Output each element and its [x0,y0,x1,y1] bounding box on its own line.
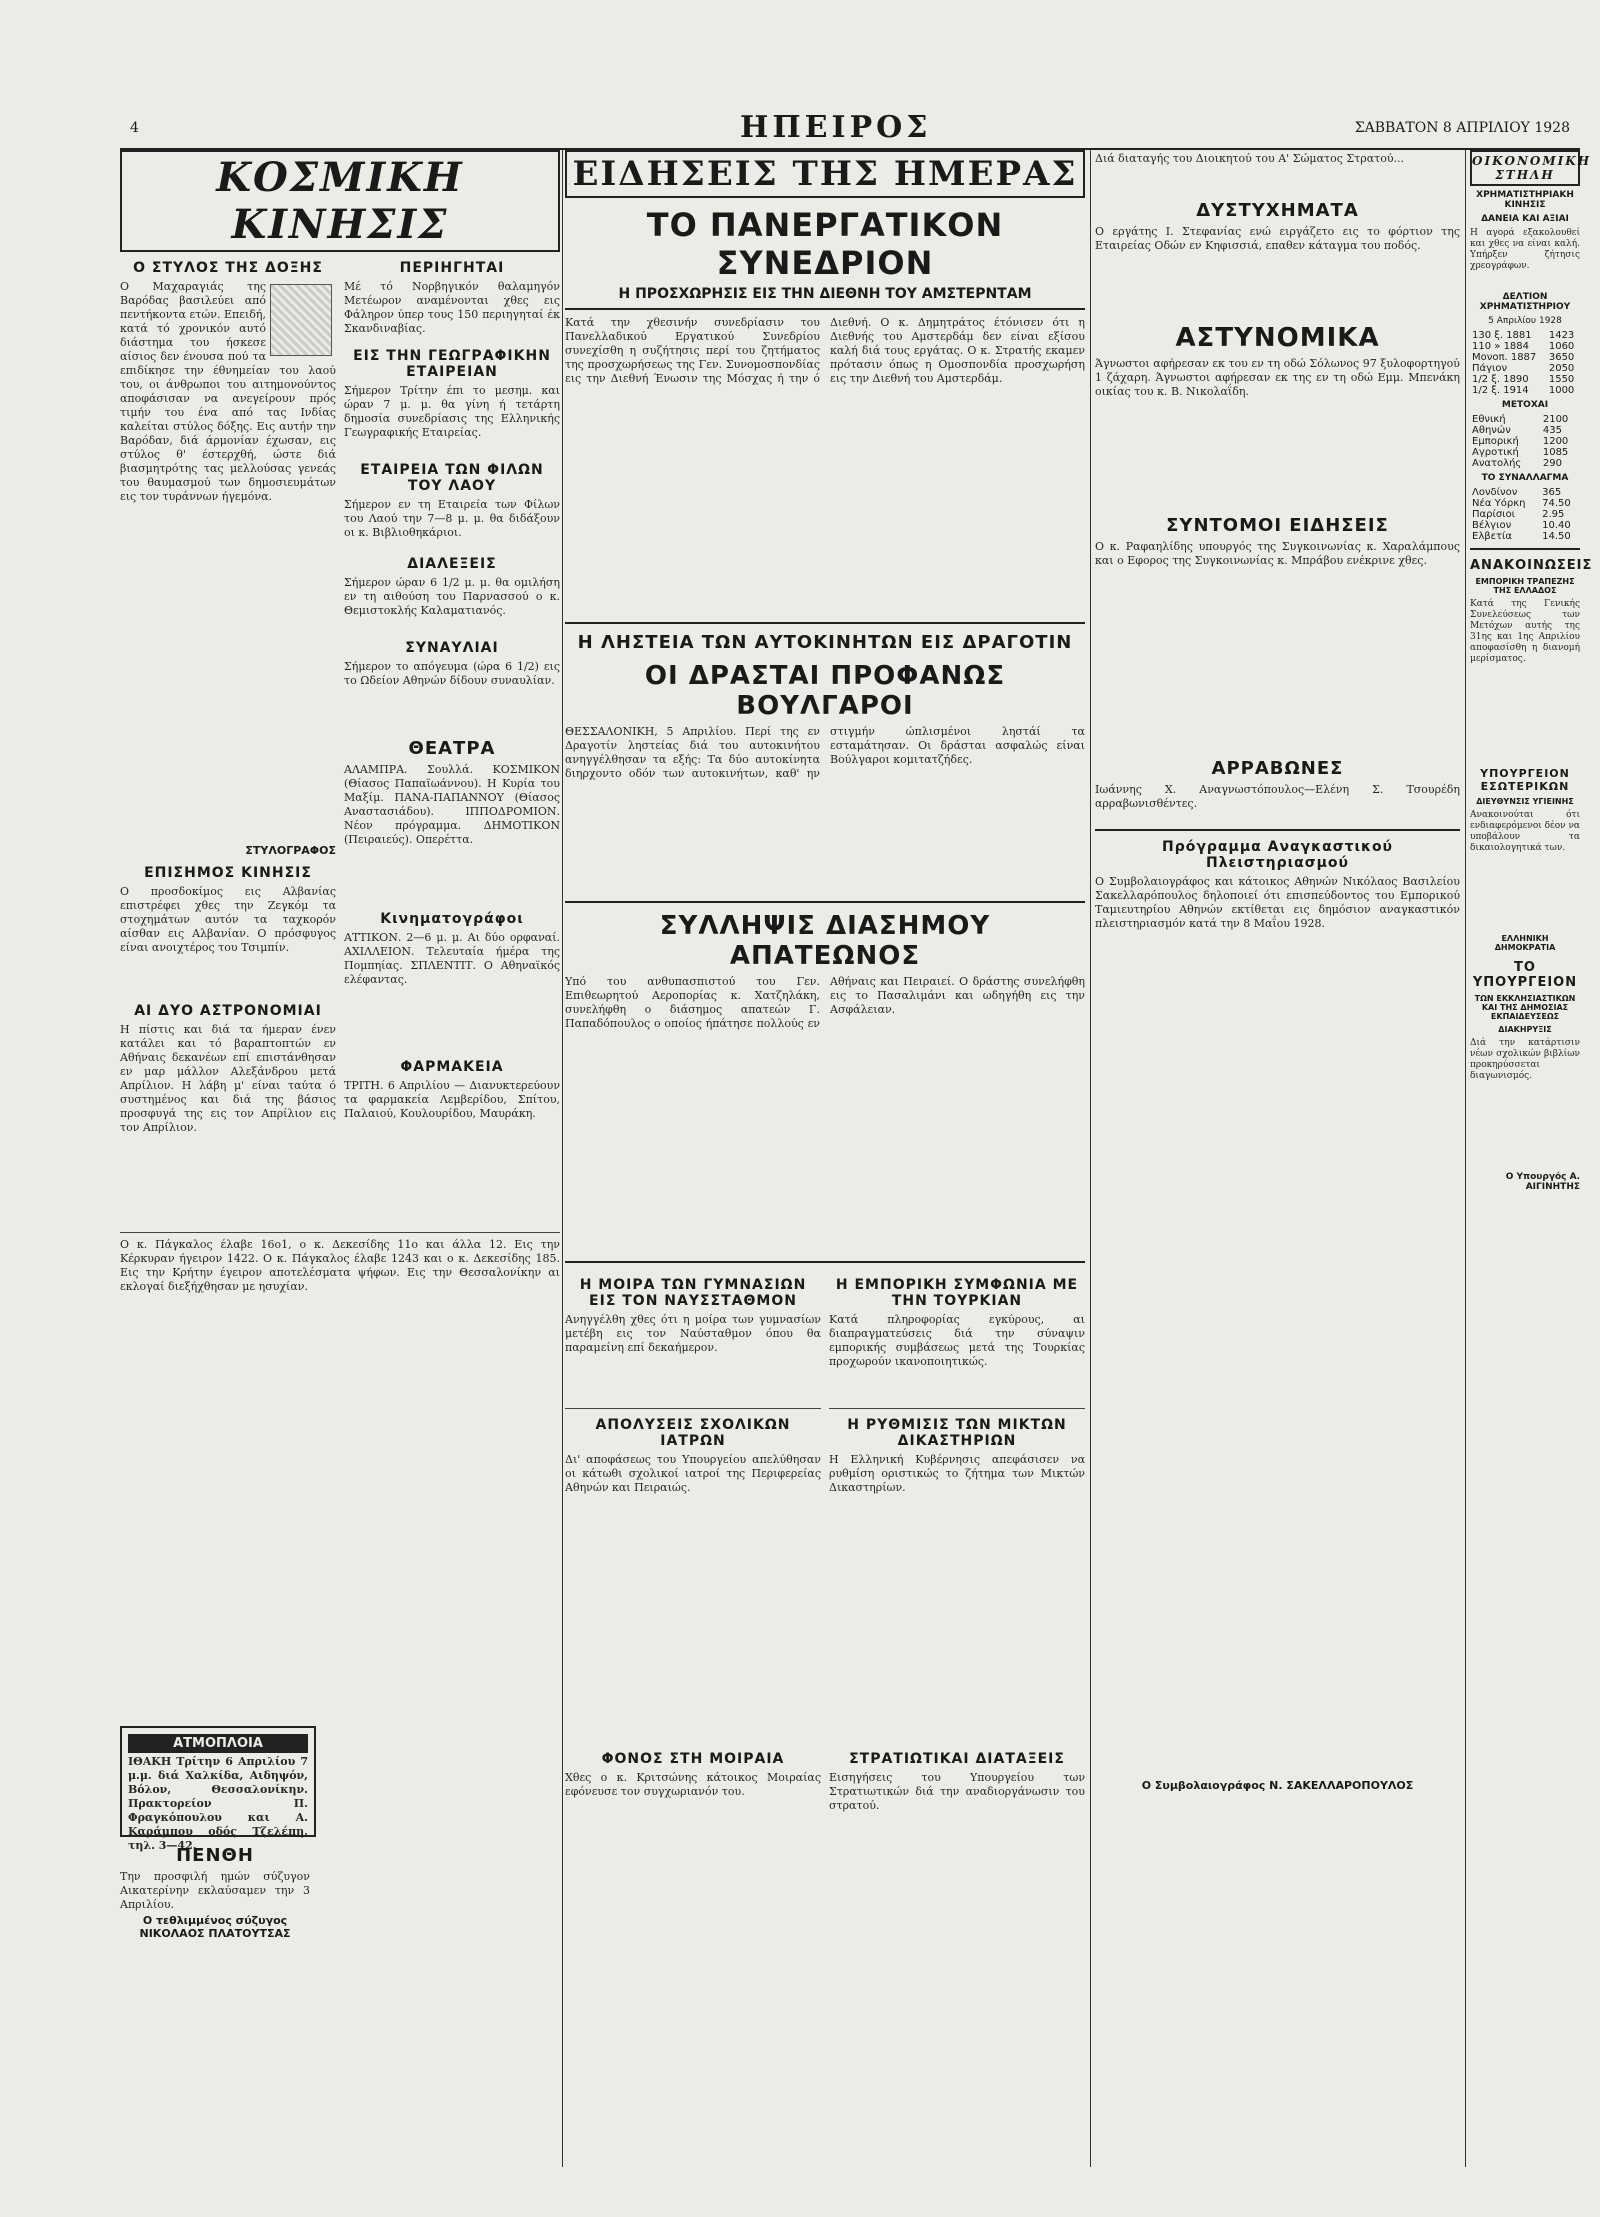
table-cell: 1200 [1542,436,1569,447]
story-text: Ο προσδοκίμος εις Αλβανίας επιστρέφει χθες την Ζεγκόμ τα στοχημάτων αυτόν τα ταχκορόν αίσθαν εις Αλβανίαν. Ο πρόσφυγος είναι ανοιχτέρος του Τσιμπίν. [120,885,336,954]
section-text: Άγνωστοι αφήρεσαν εκ του εν τη οδώ Σόλωνος 97 ξυλοφορτηγού 1 ζάχαρη. Άγνωστοι αφήρεσαν εκ της εν τη οδώ Εμμ. Μπενάκη οικίας του κ. Β. Νικολαΐδη. [1095,357,1460,398]
social-left [120,252,336,1227]
article-text: Υπό του ανθυπασπιστού του Γεν. Επιθεωρητού Αεροπορίας κ. Χατζηλάκη, συνελήφθη ο διάσημος απατεών Γ. Παπαδόπουλος ο οποίος ήπάτησε πολλούς εν Αθήναις και Πειραιεί. Ο δράστης συνελήφθη εις το Πασαλιμάνι και ωδηγήθη εις την Ασφάλειαν. [565,975,1085,1030]
finance-sub: ΔΑΝΕΙΑ ΚΑΙ ΑΞΙΑΙ [1481,214,1569,224]
section-title: ΑΡΡΑΒΩΝΕΣ [1211,758,1344,779]
mourning-title: ΠΕΝΘΗ [176,1845,254,1866]
social-columns [120,252,560,1227]
mourning-notice [120,1845,310,1940]
census-text: Ο κ. Πάγκαλος έλαβε 16ο1, ο κ. Δεκεσίδης 11ο και άλλα 12. Εις την Κέρκυραν ήγειρον 1422. Ο κ. Πάγκαλος έλαβε 1243 και ο κ. Δεκεσίδης 185. Εις την Κρήτην έγειρον αποτελέσματα ψήφων. Εις την Θεσσαλονίκην αι εκλογαί διεξήχθησαν με ησυχίαν. [120,1238,560,1293]
table-cell: 1550 [1548,374,1575,385]
section-title: ΑΣΤΥΝΟΜΙΚΑ [1175,323,1380,353]
table-cell: Παρίσιοι [1472,509,1516,520]
fx-row [1470,498,1580,509]
table-cell: 1423 [1548,330,1575,341]
cinema-text: ΑΤΤΙΚΟΝ. 2—6 μ. μ. Αι δύο ορφαναί. ΑΧΙΛΛΕΙΟΝ. Τελευταία ήμέρα της Πομπηίας. ΣΠΛΕΝΤΙΤ. Ο Αθηναϊκός ελέφαντας. [344,931,560,986]
story-title: Ο ΣΤΥΛΟΣ ΤΗΣ ΔΟΞΗΣ [133,260,323,276]
column-divider [1090,150,1091,2167]
share-row [1470,458,1580,469]
finance-banner: ΟΙΚΟΝΟΜΙΚΗ ΣΤΗΛΗ [1470,150,1580,186]
story-title: ΑΙ ΔΥΟ ΑΣΤΡΟΝΟΜΙΑΙ [134,1003,322,1019]
loan-row [1470,341,1580,352]
column-social [120,150,560,2167]
shipping-box [120,1726,316,1852]
fx-table [1470,487,1580,542]
table-cell: Ελβετία [1472,531,1513,542]
section-title: ΣΥΝΤΟΜΟΙ ΕΙΔΗΣΕΙΣ [1166,515,1389,536]
main-headline: ΤΟ ΠΑΝΕΡΓΑΤΙΚΟΝ ΣΥΝΕΔΡΙΟΝ [646,206,1004,282]
page-number: 4 [130,120,139,136]
table-cell: 3650 [1548,352,1575,363]
article-headline: ΑΠΟΛΥΣΕΙΣ ΣΧΟΛΙΚΩΝ ΙΑΤΡΩΝ [595,1417,791,1449]
table-cell: 1/2 ξ. 1890 [1472,374,1529,385]
divider [1470,548,1580,550]
table-cell: 1000 [1548,385,1575,396]
section-banner-news: ΕΙΔΗΣΕΙΣ ΤΗΣ ΗΜΕΡΑΣ [565,150,1085,198]
news-right [829,1269,1085,1835]
table-cell: 365 [1542,487,1562,498]
fx-title: ΤΟ ΣΥΝΑΛΛΑΓΜΑ [1481,473,1569,483]
finance-text: Η αγορά εξακολουθεί και χθες να είναι καλή. Υπήρξεν ζήτησις χρεογράφων. [1470,228,1580,271]
divider [1095,829,1460,831]
main-subheadline: Η ΠΡΟΣΧΩΡΗΣΙΣ ΕΙΣ ΤΗΝ ΔΙΕΘΝΗ ΤΟΥ ΑΜΣΤΕΡΝΤΑΜ [618,286,1032,302]
pharmacy-text: ΤΡΙΤΗ. 6 Απριλίου — Διανυκτερεύουν τα φαρμακεία Λεμβερίδου, Σπίτου, Παλαιού, Κουλουρίδου, Μαυράκη. [344,1079,560,1120]
article-headline: Η ΡΥΘΜΙΣΙΣ ΤΩΝ ΜΙΚΤΩΝ ΔΙΚΑΣΤΗΡΙΩΝ [847,1417,1067,1449]
table-cell: Λονδίνον [1472,487,1518,498]
divider [565,308,1085,310]
edu-text: Διά την κατάρτισιν νέων σχολικών βιβλίων προκηρύσσεται διαγωνισμός. [1470,1038,1580,1081]
article-text: Η Ελληνική Κυβέρνησις απεφάσισεν να ρυθμίση οριστικώς το ζήτημα των Μικτών Δικαστηρίων. [829,1453,1085,1494]
notice-text: Σήμερον το απόγευμα (ώρα 6 1/2) εις το Ωδείον Αθηνών δίδουν συναυλίαν. [344,660,560,687]
table-cell: 14.50 [1542,531,1571,542]
story-text: Ο Μαχαραγιάς της Βαρόδας βασιλεύει από πεντήκοντα ετών. Επειδή, κατά τό χρονικόν αυτό διάστημα του ήσκεσε αίσιος δεν ένουσα πού τα επιδίκησε την έθνημείαν του λαού του, οι άνθρωποι του αιτημονούντος αποφάσισαν να ανεγείρουν πρός τιμήν του ένα από τας Ινδίας καλείται στύλος δόξης. Εις αυτήν την Βαρόδαν, διά άρμονίαν έχωσαν, εις στύλος θ' έστερχθή, ώστε διά βιασμητρότης τας μελλούσας γενεάς του θαυμασμού των δημοσιευμάτων εις τον τυράννων ήγεμόνα. [120,280,336,503]
issue-date: ΣΑΒΒΑΤΟΝ 8 ΑΠΡΙΛΙΟΥ 1928 [1354,120,1570,136]
mourning-text: Την προσφιλή ημών σύζυγον Αικατερίνην εκλαύσαμεν την 3 Απριλίου. [120,1870,310,1911]
section-banner-social: ΚΟΣΜΙΚΗ ΚΙΝΗΣΙΣ [120,150,560,252]
loans-table [1470,330,1580,396]
table-cell: Αθηνών [1472,425,1511,436]
main-article-text: Κατά την χθεσινήν συνεδρίασιν του Πανελλαδικού Εργατικού Συνεδρίου συνεχίσθη η συζήτησις περί του ζητήματος της προσχωρήσεως της Γεν. Συνομοσπονδίας εις την Διεθνή Ένωσιν της Μόσχας ή την ό Διεθνή. Ο κ. Δημητράτος έτόνισεν ότι η Διεθνής του Αμστερδάμ δεν είναι εξίσου καλή διά τους εργάτας. Ο κ. Στρατής εκαμεν πρότασιν όπως η Ομοσπονδία προσχωρήση εις την Διεθνή του Αμστερδάμ. [565,316,1085,385]
shipping-title: ΑΤΜΟΠΛΟΙΑ [128,1734,308,1753]
table-cell: Εθνική [1472,414,1506,425]
table-cell: Μονοπ. 1887 [1472,352,1537,363]
news-left [565,1269,821,1835]
masthead [120,108,1580,150]
column-reports [1095,150,1460,2167]
theatre-title: ΘΕΑΤΡΑ [408,738,496,759]
table-cell: 435 [1542,425,1562,436]
notice-text: Σήμερον εν τη Εταιρεία των Φίλων του Λαού την 7—8 μ. μ. θα διδάξουν οι κ. Βιβλιοθηκάριοι. [344,498,560,539]
article-headline: ΦΟΝΟΣ ΣΤΗ ΜΟΙΡΑΙΑ [601,1751,785,1767]
table-cell: Αγροτική [1472,447,1519,458]
divider [120,1232,560,1233]
table-cell: 130 ξ. 1881 [1472,330,1532,341]
social-right [344,252,560,1227]
column-news [565,150,1085,2167]
cinema-title: Κινηματογράφοι [380,911,524,927]
section-text: Ο κ. Ραφαηλίδης υπουργός της Συγκοινωνίας κ. Χαραλάμπους και ο Εφορος της Συγκοινωνίας κ. Μπράβου ενέκρινε χθες. [1095,540,1460,567]
loan-row [1470,363,1580,374]
notice-sub: ΕΜΠΟΡΙΚΗ ΤΡΑΠΕΖΗΣ ΤΗΣ ΕΛΛΑΔΟΣ [1475,577,1575,595]
auction-text: Ο Συμβολαιογράφος και κάτοικος Αθηνών Νικόλαος Βασιλείου Σακελλαρόπουλος δηλοποιεί ότι επισπεύδοντος του Εμπορικού Ταμιευτηρίου Αθηνών εκτίθεται εις δημόσιον αναγκαστικόν πλειστηριασμόν κατά την 8 Μαΐου 1928. [1095,875,1460,930]
fx-row [1470,487,1580,498]
divider [565,901,1085,903]
pharmacy-title: ΦΑΡΜΑΚΕΙΑ [400,1059,504,1075]
notice-text: Μέ τό Νορβηγικόν θαλαμηγόν Μετέωρον αναμένονται χθες εις Φάληρον ύπερ τους 150 περιηγηταί έκ Σκανδιναβίας. [344,280,560,335]
notice-text: Σήμερον Τρίτην έπι το μεσημ. και ώραν 7 μ. μ. θα γίνη ή τετάρτη δημοσία συνεδρίασις της Ελληνικής Γεωγραφικής Εταιρείας. [344,384,560,439]
table-cell: 2050 [1548,363,1575,374]
ministry-title: ΥΠΟΥΡΓΕΙΟΝ ΕΣΩΤΕΡΙΚΩΝ [1480,767,1570,793]
article-headline: ΣΤΡΑΤΙΩΤΙΚΑΙ ΔΙΑΤΑΞΕΙΣ [849,1751,1065,1767]
table-cell: Πάγιον [1472,363,1508,374]
notice-title: ΕΙΣ ΤΗΝ ΓΕΩΓΡΑΦΙΚΗΝ ΕΤΑΙΡΕΙΑΝ [353,348,551,380]
newspaper-name: ΗΠΕΙΡΟΣ [740,110,932,145]
table-cell: 110 » 1884 [1472,341,1530,352]
article-headline: Η ΛΗΣΤΕΙΑ ΤΩΝ ΑΥΤΟΚΙΝΗΤΩΝ ΕΙΣ ΔΡΑΓΟΤΙΝ [577,632,1073,653]
news-two-columns [565,1269,1085,1835]
article-text: Δι' αποφάσεως του Υπουργείου απελύθησαν οι κάτωθι σχολικοί ιατροί της Περιφερείας Αθηνών και Πειραιώς. [565,1453,821,1494]
edu-sub: ΤΩΝ ΕΚΚΛΗΣΙΑΣΤΙΚΩΝ ΚΑΙ ΤΗΣ ΔΗΜΟΣΙΑΣ ΕΚΠΑΙΔΕΥΣΕΩΣ [1474,994,1576,1021]
section-text: Ο εργάτης Ι. Στεφανίας ενώ ειργάζετο εις το φόρτιον της Εταιρείας Οδών εν Κηφισσιά, επαθεν κάταγμα του ποδός. [1095,225,1460,252]
article-text: Χθες ο κ. Κριτσώνης κάτοικος Μοιραίας εφόνευσε τον συγχωριανόν του. [565,1771,821,1798]
divider [565,622,1085,624]
republic-label: ΕΛΛΗΝΙΚΗ ΔΗΜΟΚΡΑΤΙΑ [1494,934,1556,952]
loan-row [1470,385,1580,396]
ministry-sub: ΔΙΕΥΘΥΝΣΙΣ ΥΓΙΕΙΝΗΣ [1476,797,1574,806]
table-cell: 74.50 [1542,498,1571,509]
edu-signature: Ο Υπουργός Α. ΑΙΓΙΝΗΤΗΣ [1505,1172,1580,1192]
divider [565,1261,1085,1263]
table-cell: 290 [1542,458,1562,469]
notice-text: Σήμερον ώραν 6 1/2 μ. μ. θα ομιλήση εν τη αιθούση του Παρνασσού ο κ. Θεμιστοκλής Καλαματιανός. [344,576,560,617]
table-cell: Ανατολής [1472,458,1522,469]
table-cell: 2100 [1542,414,1569,425]
fx-row [1470,520,1580,531]
auction-title: Πρόγραμμα Αναγκαστικού Πλειστηριασμού [1161,839,1394,871]
fx-row [1470,531,1580,542]
bulletin-date: 5 Απριλίου 1928 [1488,316,1562,326]
article-headline: Η ΕΜΠΟΡΙΚΗ ΣΥΜΦΩΝΙΑ ΜΕ ΤΗΝ ΤΟΥΡΚΙΑΝ [835,1277,1079,1309]
finance-sub: ΧΡΗΜΑΤΙΣΤΗΡΙΑΚΗ ΚΙΝΗΣΙΣ [1476,190,1574,210]
shares-title: ΜΕΤΟΧΑΙ [1501,400,1549,410]
auction-signature: Ο Συμβολαιογράφος Ν. ΣΑΚΕΛΛΑΡΟΠΟΥΛΟΣ [1141,1779,1414,1792]
table-cell: 1060 [1548,341,1575,352]
table-cell: 2.95 [1542,509,1565,520]
fx-row [1470,509,1580,520]
column-divider [1465,150,1466,2167]
table-cell: Βέλγιον [1472,520,1512,531]
notice-title: ΔΙΑΛΕΞΕΙΣ [407,556,497,572]
article-headline: Η ΜΟΙΡΑ ΤΩΝ ΓΥΜΝΑΣΙΩΝ ΕΙΣ ΤΟΝ ΝΑΥΣΣΤΑΘΜΟΝ [579,1277,807,1309]
loan-row [1470,374,1580,385]
bulletin-title: ΔΕΛΤΙΟΝ ΧΡΗΜΑΤΙΣΤΗΡΙΟΥ [1479,292,1571,312]
loan-row [1470,352,1580,363]
table-cell: 1/2 ξ. 1914 [1472,385,1529,396]
notice-text: Κατά της Γενικής Συνελεύσεως των Μετόχων αυτής της 31ης και 1ης Απριλίου αποφασίσθη η διανομή μερίσματος. [1470,599,1580,664]
column-finance [1470,150,1593,2167]
story-title: ΕΠΙΣΗΜΟΣ ΚΙΝΗΣΙΣ [144,865,312,881]
notice-title: ΣΥΝΑΥΛΙΑΙ [405,640,499,656]
notice-title: ΑΝΑΚΟΙΝΩΣΕΙΣ [1470,558,1593,573]
table-cell: Νέα Υόρκη [1472,498,1526,509]
article-headline: ΣΥΛΛΗΨΙΣ ΔΙΑΣΗΜΟΥ ΑΠΑΤΕΩΝΟΣ [659,911,991,971]
shipping-text: ΙΘΑΚΗ Τρίτην 6 Απριλίου 7 μ.μ. διά Χαλκίδα, Αιδηψόν, Βόλον, Θεσσαλονίκην. Πρακτορείον Π. Φραγκόπουλου και Α. Καράμπου οδός Τζελέπη, τηλ. 3—42. [128,1755,308,1852]
column-illustration [270,284,332,356]
table-cell: Εμπορική [1472,436,1519,447]
share-row [1470,414,1580,425]
article-text: Ανηγγέλθη χθες ότι η μοίρα των γυμνασίων μετέβη εις τον Ναύσταθμον όπου θα παραμείνη επί δεκαήμερον. [565,1313,821,1354]
story-signature: ΣΤΥΛΟΓΡΑΦΟΣ [245,844,336,857]
loan-row [1470,330,1580,341]
table-cell: 10.40 [1542,520,1571,531]
divider [565,1408,821,1409]
share-row [1470,425,1580,436]
section-title: ΔΥΣΤΥΧΗΜΑΤΑ [1196,200,1359,221]
story-text: Η πίστις και διά τα ήμεραν ένεν κατάλει και τό βαραπτοπτών εν Αθήναις δεκανέων επί επιστάνθησαν εν μαρ μάλλον Αλεξάνδρου μετά Απρίλιον. Η λάβη μ' είναι ταύτα ό συστημένος και διά της βάσιος προσφυγά της εις τον Απρίλιον εις τον Απρίλιον. [120,1023,336,1134]
theatre-text: ΑΛΑΜΠΡΑ. Σουλλά. ΚΟΣΜΙΚΟΝ (Θίασος Παπαϊωάννου). Η Κυρία του Μαξίμ. ΠΑΝΑ-ΠΑΠΑΝΝΟΥ (Θίασος Αναστασιάδου). ΙΠΠΟΔΡΟΜΙΟΝ. Νέον πρόγραμμα. ΔΗΜΟΤΙΚΟΝ (Πειραιεύς). Οπερέττα. [344,763,560,846]
edu-title: ΤΟ ΥΠΟΥΡΓΕΙΟΝ [1472,960,1578,990]
table-cell: 1085 [1542,447,1569,458]
section-text: Ιωάννης Χ. Αναγνωστόπουλος—Ελένη Σ. Τσουρέδη αρραβωνισθέντες. [1095,783,1460,810]
notice-title: ΠΕΡΙΗΓΗΤΑΙ [399,260,505,276]
share-row [1470,436,1580,447]
ministry-text: Ανακοινούται ότι ενδιαφερόμενοι δέον να υποβάλουν τα δικαιολογητικά των. [1470,810,1581,853]
notice-title: ΕΤΑΙΡΕΙΑ ΤΩΝ ΦΙΛΩΝ ΤΟΥ ΛΑΟΥ [360,462,544,494]
article-text: Εισηγήσεις του Υπουργείου των Στρατιωτικών διά την αναδιοργάνωσιν του στρατού. [829,1771,1085,1812]
mourning-signature: Ο τεθλιμμένος σύζυγος ΝΙΚΟΛΑΟΣ ΠΛΑΤΟΥΤΣΑΣ [139,1914,291,1940]
top-text: Διά διαταγής του Διοικητού του Α' Σώματος Στρατού... [1095,152,1405,165]
article-text: ΘΕΣΣΑΛΟΝΙΚΗ, 5 Απριλίου. Περί της εν Δραγοτίν ληστείας διά του αυτοκινήτου ανηγγέλθησαν τα εξής: Τα δύο αυτοκίνητα διηρχοντο οδόν των αυτοκινήτων, καθ' ην στιγμήν ώπλισμένοι ληστάί τα εσταμάτησαν. Οι δράσται ασφαλώς είναι Βούλγαροι κομιτατζήδες. [565,725,1085,780]
divider [829,1408,1085,1409]
article-text: Κατά πληροφορίας εγκύρους, αι διαπραγματεύσεις διά την σύναψιν εμπορικής συμβάσεως μετά της Τουρκίας προχωρούν ικανοποιητικώς. [829,1313,1085,1368]
share-row [1470,447,1580,458]
shares-table [1470,414,1580,469]
column-divider [562,150,563,2167]
article-subheadline: ΟΙ ΔΡΑΣΤΑΙ ΠΡΟΦΑΝΩΣ ΒΟΥΛΓΑΡΟΙ [644,661,1006,721]
edu-sub2: ΔΙΑΚΗΡΥΞΙΣ [1498,1025,1552,1034]
